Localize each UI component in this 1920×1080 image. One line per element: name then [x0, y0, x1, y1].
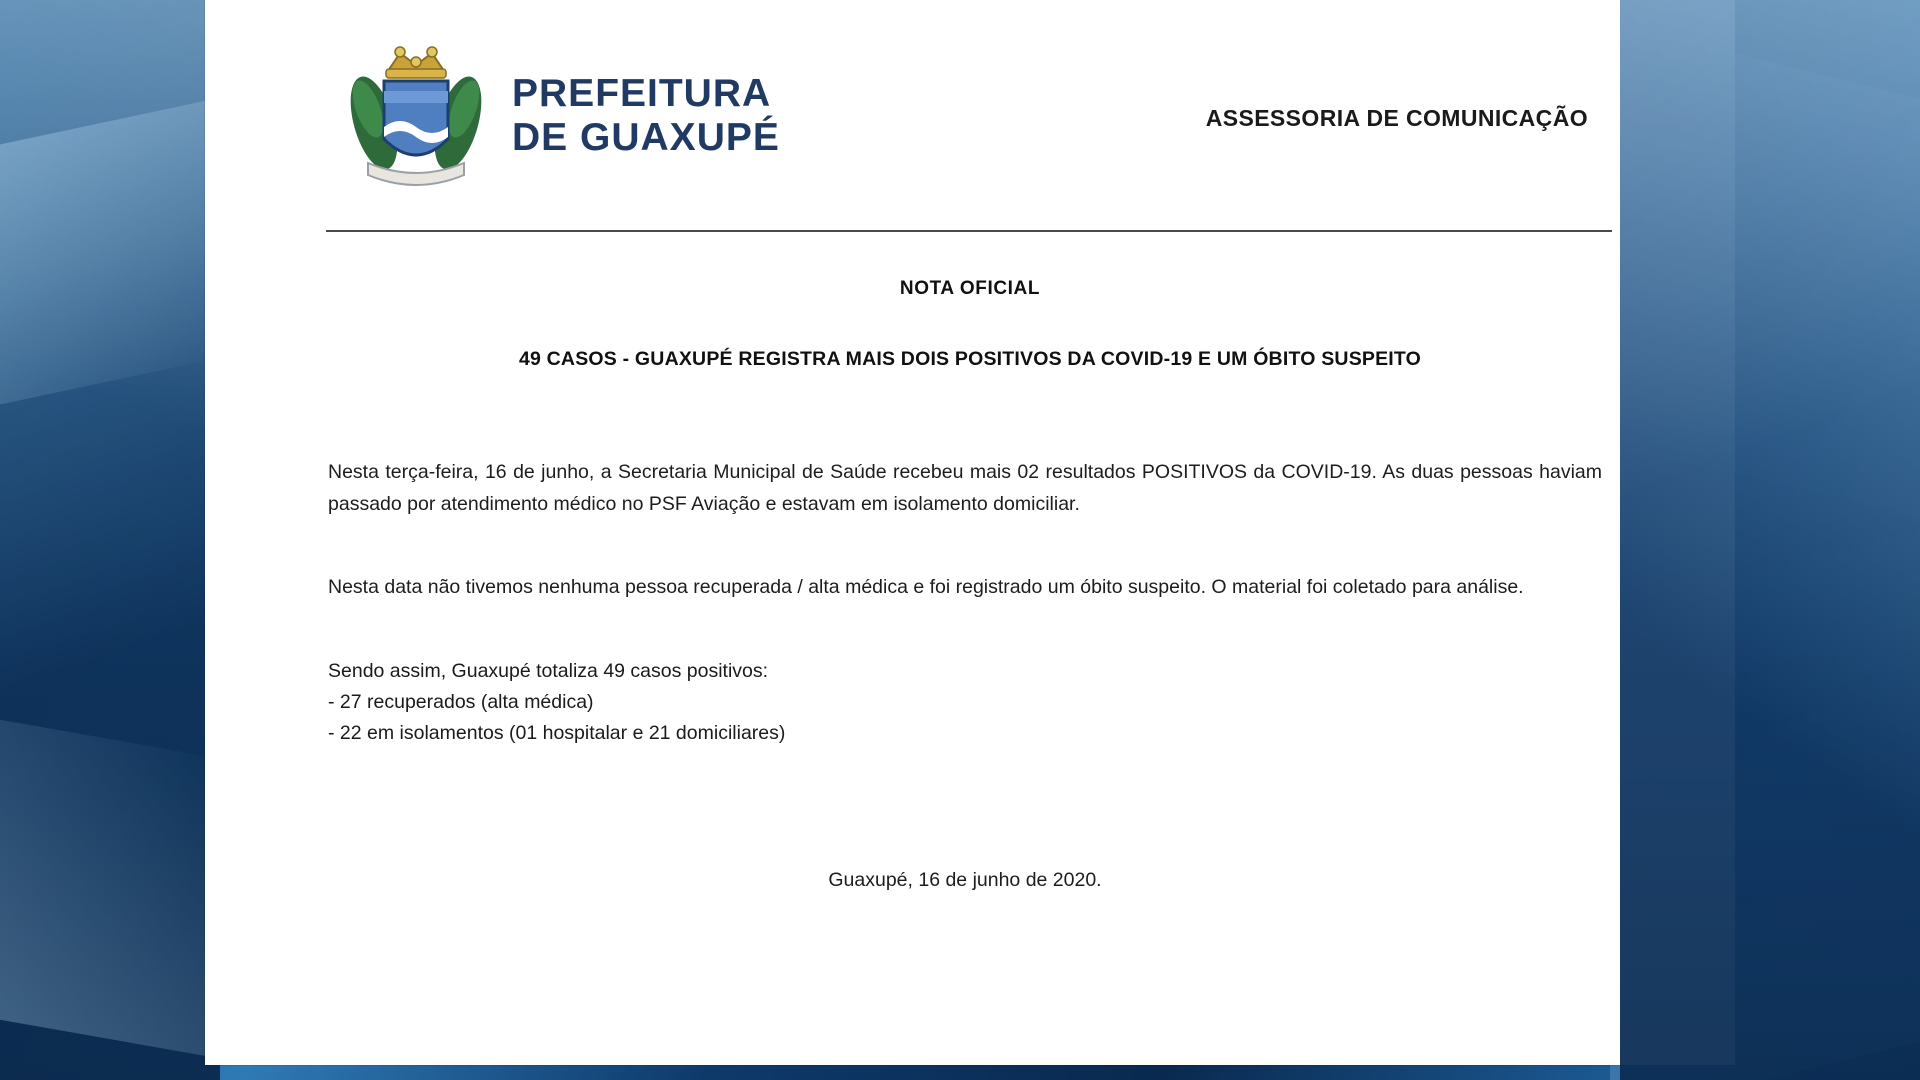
background-streak-left-bottom: [0, 720, 230, 1061]
coat-of-arms-icon: [340, 31, 492, 199]
document-headline: 49 CASOS - GUAXUPÉ REGISTRA MAIS DOIS POSITIVOS DA COVID-19 E UM ÓBITO SUSPEITO: [518, 348, 1422, 370]
document-signature: Guaxupé, 16 de junho de 2020.: [828, 869, 1102, 892]
title-block: [320, 278, 1620, 371]
official-note-document: [205, 0, 1735, 1065]
paragraph-1: Nesta terça-feira, 16 de junho, a Secretaria Municipal de Saúde recebeu mais 02 resultados POSITIVOS da COVID-19. As duas pessoas haviam passado por atendimento médico no PSF Aviação e estavam em isolamento domiciliar.: [328, 461, 1602, 515]
header-divider: [326, 230, 1612, 232]
brand-wordmark: [512, 71, 780, 159]
summary-item-recovered: - 27 recuperados (alta médica): [328, 690, 594, 713]
brand-line-2: DE GUAXUPÉ: [512, 115, 780, 159]
background-streak-left-top: [0, 96, 230, 405]
paragraph-2: Nesta data não tivemos nenhuma pessoa recuperada / alta médica e foi registrado um óbito suspeito. O material foi coletado para análise.: [328, 576, 1524, 599]
summary-item-isolation: - 22 em isolamentos (01 hospitalar e 21 domiciliares): [328, 722, 786, 745]
document-body: [320, 457, 1620, 892]
summary-intro: Sendo assim, Guaxupé totaliza 49 casos positivos:: [328, 659, 769, 682]
brand-block: [326, 31, 780, 199]
background-streak-right-top: [1610, 21, 1920, 518]
brand-line-1: PREFEITURA: [512, 71, 772, 115]
background-streak-right-bottom: [1610, 681, 1920, 1080]
nota-oficial-label: NOTA OFICIAL: [899, 278, 1041, 299]
document-header: [320, 0, 1620, 230]
department-title: ASSESSORIA DE COMUNICAÇÃO: [1205, 104, 1588, 131]
